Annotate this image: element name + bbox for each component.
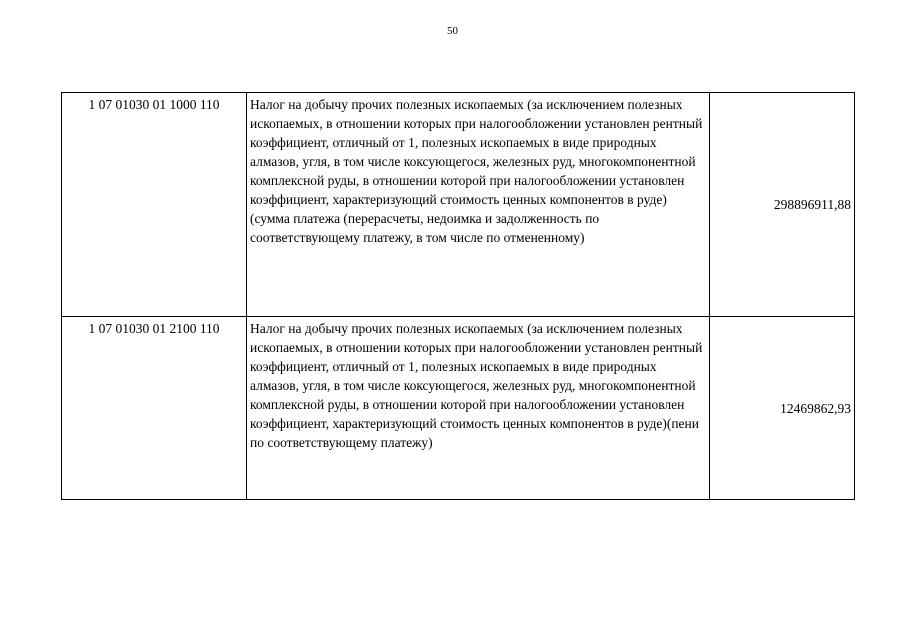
- revenue-description-cell: Налог на добычу прочих полезных ископаемых (за исключением полезных ископаемых, в отношении которых при налогообложении установлен рентный коэффициент, отличный от 1, полезных ископаемых в виде природных алмазов, угля, в том числе коксующегося, железных руд, многокомпонентной комплексной руды, в отношении которой при налогообложении установлен коэффициент, характеризующий стоимость ценных компонентов в руде)(пени по соответствующему платежу): [247, 317, 710, 500]
- budget-code-cell: 1 07 01030 01 1000 110: [62, 93, 247, 317]
- page-number: 50: [447, 25, 458, 37]
- table-row: [62, 93, 855, 317]
- table-row: [62, 317, 855, 500]
- revenue-table: [61, 92, 855, 500]
- amount-cell: 12469862,93: [710, 317, 855, 500]
- budget-code-cell: 1 07 01030 01 2100 110: [62, 317, 247, 500]
- amount-cell: 298896911,88: [710, 93, 855, 317]
- revenue-description-cell: Налог на добычу прочих полезных ископаемых (за исключением полезных ископаемых, в отношении которых при налогообложении установлен рентный коэффициент, отличный от 1, полезных ископаемых в виде природных алмазов, угля, в том числе коксующегося, железных руд, многокомпонентной комплексной руды, в отношении которой при налогообложении установлен коэффициент, характеризующий стоимость ценных компонентов в руде)(сумма платежа (перерасчеты, недоимка и задолженность по соответствующему платежу, в том числе по отмененному): [247, 93, 710, 317]
